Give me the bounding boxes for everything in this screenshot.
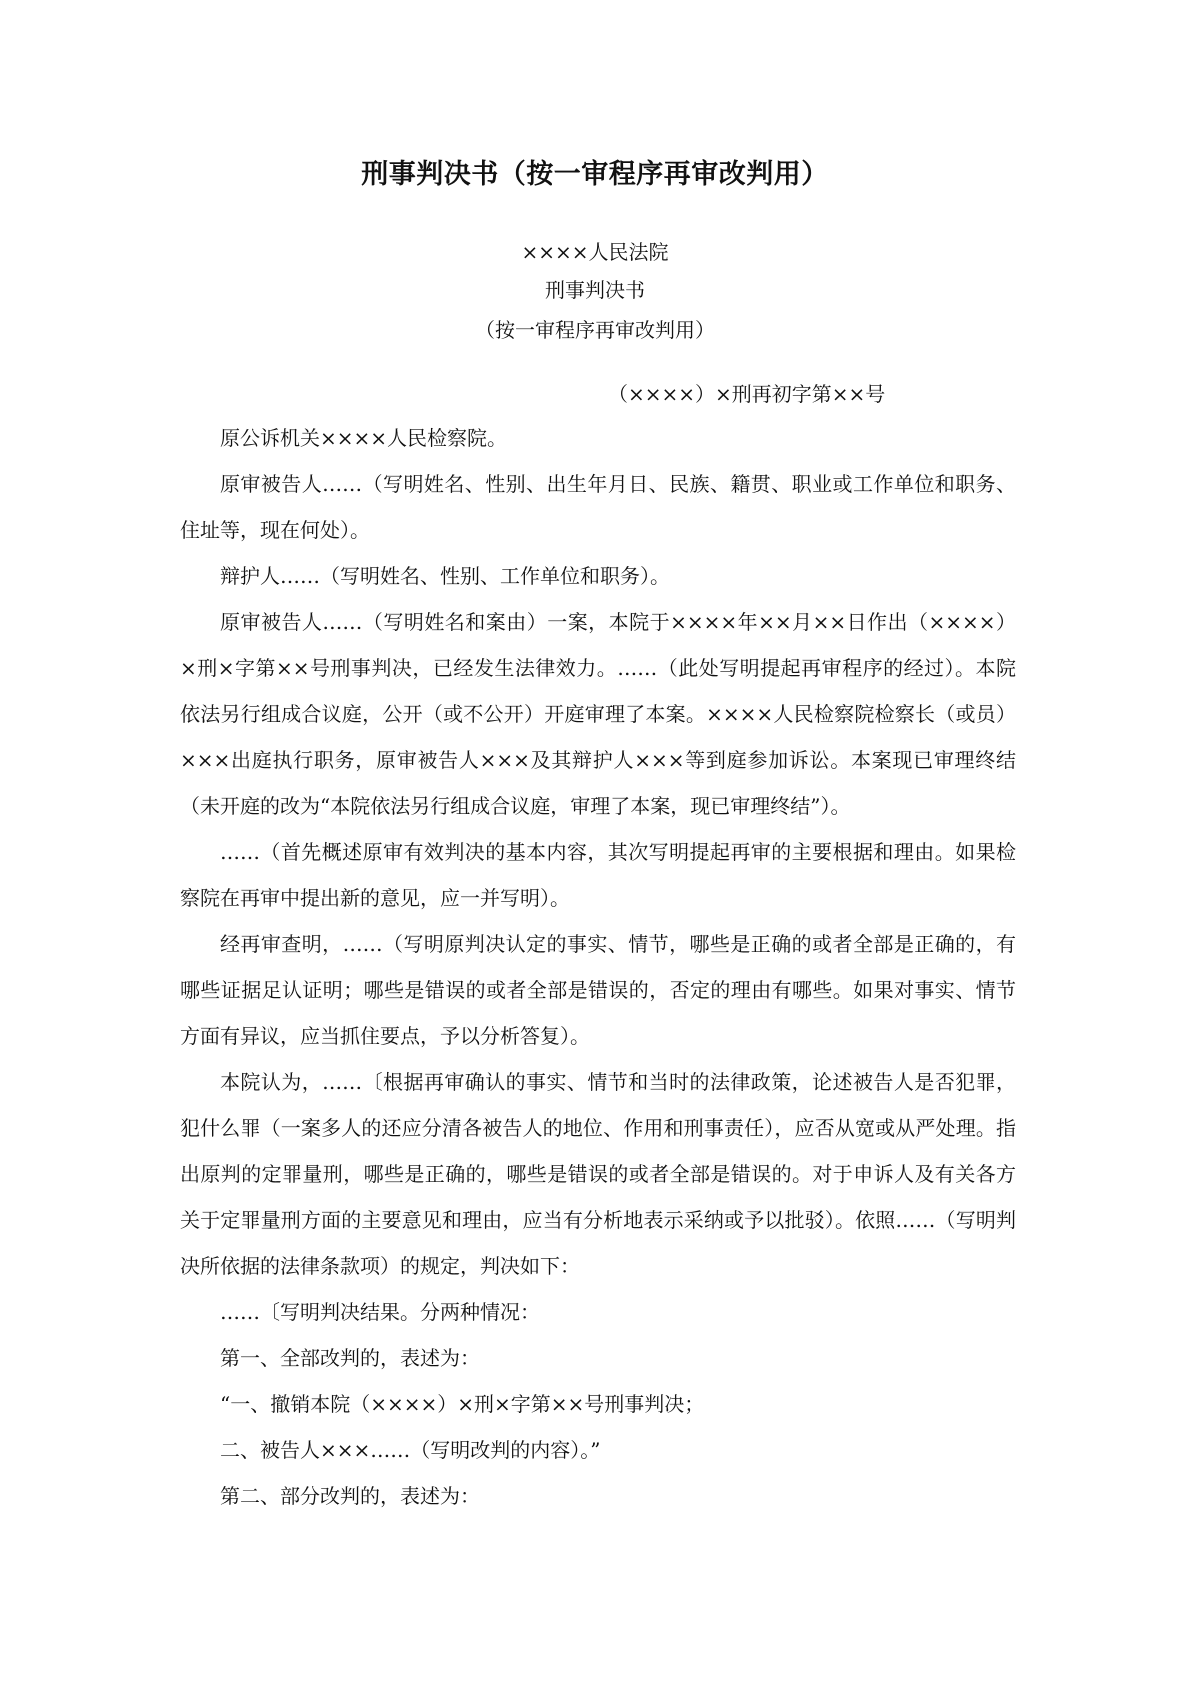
document-type: 刑事判决书 (545, 278, 645, 302)
paragraph-defender: 辩护人……（写明姓名、性别、工作单位和职务）。 (220, 564, 670, 588)
document-title: 刑事判决书（按一审程序再审改判用） (361, 159, 829, 190)
paragraph-revise-item: 二、被告人×××……（写明改判的内容）。” (220, 1438, 601, 1462)
paragraph-partial-revision: 第二、部分改判的，表述为： (220, 1484, 480, 1508)
paragraph-full-revision: 第一、全部改判的，表述为： (220, 1346, 480, 1370)
document-body (180, 415, 1016, 1519)
paragraph-prosecutor: 原公诉机关××××人民检察院。 (220, 426, 508, 450)
paragraph-original-judgment: ……（首先概述原审有效判决的基本内容，其次写明提起再审的主要根据和理由。如果检察院在再审中提出新的意见，应一并写明）。 (180, 840, 1016, 910)
paragraph-judgment-result: ……〔写明判决结果。分两种情况： (220, 1300, 540, 1324)
document-subtitle: （按一审程序再审改判用） (475, 318, 715, 342)
court-name: ××××人民法院 (521, 240, 669, 264)
case-number: （××××）×刑再初字第××号 (608, 382, 886, 406)
paragraph-court-opinion: 本院认为，……〔根据再审确认的事实、情节和当时的法律政策，论述被告人是否犯罪，犯什么罪（一案多人的还应分清各被告人的地位、作用和刑事责任），应否从宽或从严处理。指出原判的定罪量刑，哪些是正确的，哪些是错误的或者全部是错误的。对于申诉人及有关各方关于定罪量刑方面的主要意见和理由，应当有分析地表示采纳或予以批驳）。依照……（写明判决所依据的法律条款项）的规定，判决如下： (180, 1070, 1016, 1278)
paragraph-revoke-item: “一、撤销本院（××××）×刑×字第××号刑事判决； (220, 1392, 705, 1416)
paragraph-findings: 经再审查明，……（写明原判决认定的事实、情节，哪些是正确的或者全部是正确的，有哪些证据足认证明；哪些是错误的或者全部是错误的，否定的理由有哪些。如果对事实、情节方面有异议，应当抓住要点，予以分析答复）。 (180, 932, 1016, 1048)
paragraph-case-history: 原审被告人……（写明姓名和案由）一案，本院于××××年××月××日作出（××××）×刑×字第××号刑事判决，已经发生法律效力。……（此处写明提起再审程序的经过）。本院依法另行组成合议庭，公开（或不公开）开庭审理了本案。××××人民检察院检察长（或员）×××出庭执行职务，原审被告人×××及其辩护人×××等到庭参加诉讼。本案现已审理终结（未开庭的改为“本院依法另行组成合议庭，审理了本案，现已审理终结”）。 (180, 610, 1016, 818)
paragraph-defendant: 原审被告人……（写明姓名、性别、出生年月日、民族、籍贯、职业或工作单位和职务、住址等，现在何处）。 (180, 472, 1016, 542)
